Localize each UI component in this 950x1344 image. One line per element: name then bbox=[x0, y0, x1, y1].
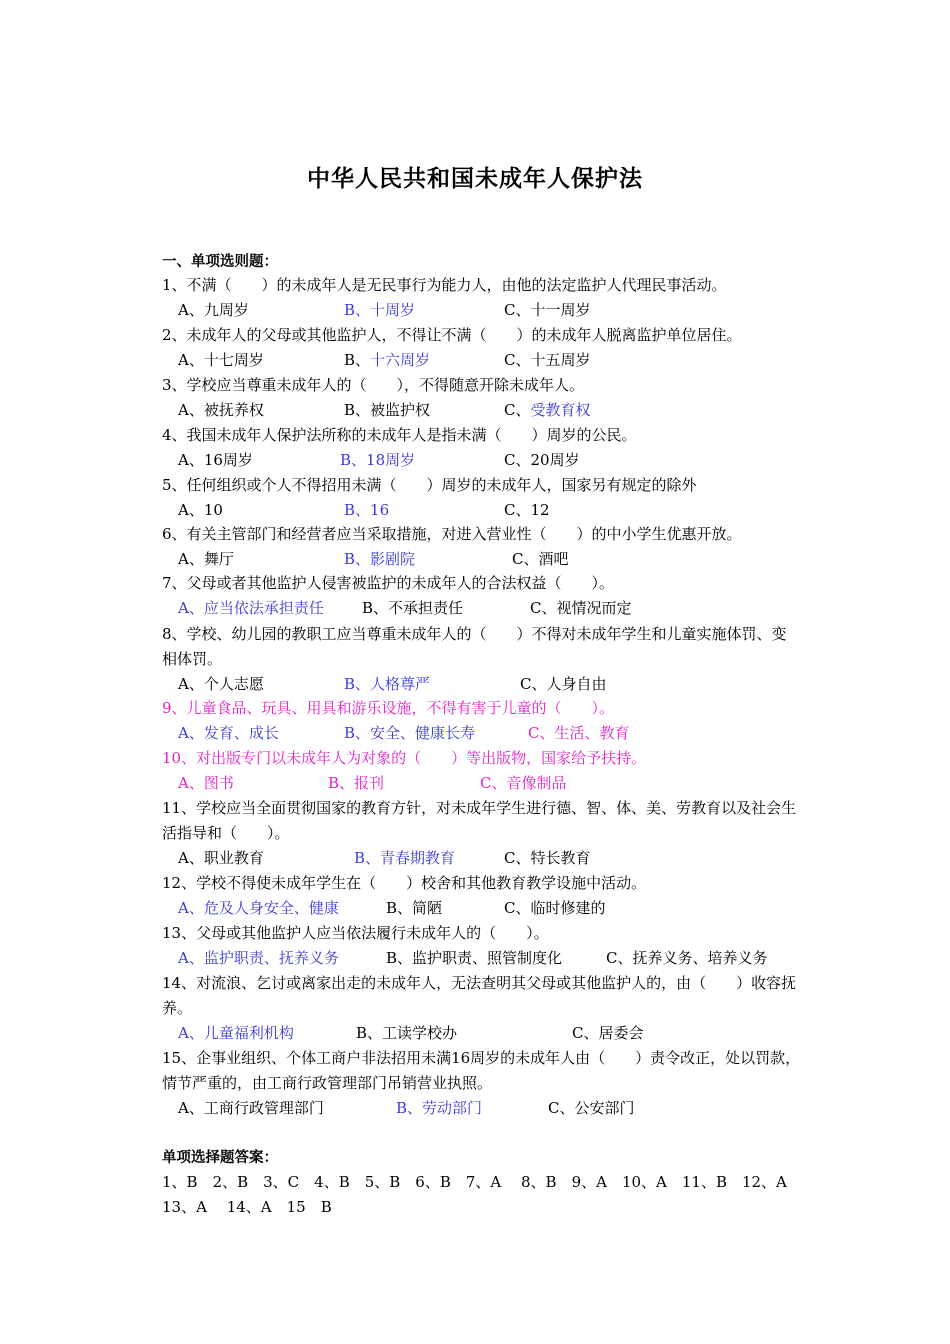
option-c: C、十一周岁 bbox=[504, 301, 591, 319]
question-11: 11、学校应当全面贯彻国家的教育方针，对未成年学生进行德、智、体、美、劳教育以及社会生 bbox=[162, 799, 797, 817]
option-b: B、青春期教育 bbox=[354, 849, 456, 867]
question-6: 6、有关主管部门和经营者应当采取措施，对进入营业性（ ）的中小学生优惠开放。 bbox=[162, 525, 742, 543]
question-11-cont: 活指导和（ ）。 bbox=[162, 824, 290, 842]
option-a: A、监护职责、抚养义务 bbox=[178, 949, 339, 967]
option-a: A、应当依法承担责任 bbox=[178, 599, 324, 617]
question-8-cont: 相体罚。 bbox=[162, 650, 223, 668]
option-c: C、生活、教育 bbox=[528, 724, 630, 742]
answers-line-2: 13、A 14、A 15 B bbox=[162, 1198, 332, 1216]
option-b: B、十周岁 bbox=[344, 301, 416, 319]
question-3: 3、学校应当尊重未成年人的（ ），不得随意开除未成年人。 bbox=[162, 376, 585, 394]
option-a: A、儿童福利机构 bbox=[178, 1024, 294, 1042]
option-a: A、危及人身安全、健康 bbox=[178, 899, 339, 917]
option-c: C、人身自由 bbox=[520, 675, 607, 693]
option-a: A、职业教育 bbox=[178, 849, 264, 867]
question-12: 12、学校不得使未成年学生在（ ）校舍和其他教育教学设施中活动。 bbox=[162, 874, 647, 892]
option-a: A、被抚养权 bbox=[178, 401, 264, 419]
option-b: B、被监护权 bbox=[344, 401, 431, 419]
option-c: C、临时修建的 bbox=[504, 899, 606, 917]
option-b: B、16 bbox=[344, 501, 390, 519]
option-b: B、报刊 bbox=[328, 774, 385, 792]
option-b: B、人格尊严 bbox=[344, 675, 431, 693]
question-14-cont: 养。 bbox=[162, 999, 193, 1017]
option-c: C、公安部门 bbox=[548, 1099, 635, 1117]
option-c: C、12 bbox=[504, 501, 550, 519]
option-b: B、工读学校办 bbox=[356, 1024, 458, 1042]
option-b: B、影剧院 bbox=[344, 550, 416, 568]
option-a: A、个人志愿 bbox=[178, 675, 264, 693]
option-c: C、抚养义务、培养义务 bbox=[606, 949, 768, 967]
option-b: B、不承担责任 bbox=[362, 599, 464, 617]
option-c: C、特长教育 bbox=[504, 849, 591, 867]
question-15-cont: 情节严重的，由工商行政管理部门吊销营业执照。 bbox=[162, 1074, 493, 1092]
question-7: 7、父母或者其他监护人侵害被监护的未成年人的合法权益（ ）。 bbox=[162, 574, 615, 592]
answers-heading: 单项选择题答案： bbox=[162, 1150, 278, 1166]
option-a: A、图书 bbox=[178, 774, 234, 792]
option-c: C、十五周岁 bbox=[504, 351, 591, 369]
option-a: A、九周岁 bbox=[178, 301, 249, 319]
option-b: B、18周岁 bbox=[340, 451, 416, 469]
section-heading: 一、单项选则题： bbox=[162, 254, 278, 270]
option-b: B、十六周岁 bbox=[344, 351, 431, 369]
question-15: 15、企事业组织、个体工商户非法招用未满16周岁的未成年人由（ ）责令改正，处以罚款， bbox=[162, 1049, 801, 1067]
option-b: B、简陋 bbox=[386, 899, 443, 917]
option-c: C、酒吧 bbox=[512, 550, 569, 568]
question-10: 10、对出版专门以未成年人为对象的（ ）等出版物，国家给予扶持。 bbox=[162, 749, 647, 767]
question-13: 13、父母或其他监护人应当依法履行未成年人的（ ）。 bbox=[162, 924, 549, 942]
option-b-answer: 十六周岁 bbox=[370, 351, 431, 369]
question-4: 4、我国未成年人保护法所称的未成年人是指未满（ ）周岁的公民。 bbox=[162, 426, 637, 444]
option-b: B、安全、健康长寿 bbox=[344, 724, 476, 742]
option-c: C、视情况而定 bbox=[530, 599, 632, 617]
option-a: A、十七周岁 bbox=[178, 351, 264, 369]
option-a: A、工商行政管理部门 bbox=[178, 1099, 324, 1117]
option-b: B、劳动部门 bbox=[396, 1099, 483, 1117]
option-c: C、受教育权 bbox=[504, 401, 591, 419]
option-c-answer: 受教育权 bbox=[530, 401, 591, 419]
option-a: A、舞厅 bbox=[178, 550, 234, 568]
document-title: 中华人民共和国未成年人保护法 bbox=[307, 166, 643, 192]
option-c: C、居委会 bbox=[572, 1024, 644, 1042]
question-1: 1、不满（ ）的未成年人是无民事行为能力人，由他的法定监护人代理民事活动。 bbox=[162, 276, 727, 294]
option-c: C、音像制品 bbox=[480, 774, 567, 792]
question-9: 9、儿童食品、玩具、用具和游乐设施，不得有害于儿童的（ ）。 bbox=[162, 699, 615, 717]
option-c: C、20周岁 bbox=[504, 451, 580, 469]
question-5: 5、任何组织或个人不得招用未满（ ）周岁的未成年人，国家另有规定的除外 bbox=[162, 476, 697, 494]
option-a: A、16周岁 bbox=[178, 451, 253, 469]
question-8: 8、学校、幼儿园的教职工应当尊重未成年人的（ ）不得对未成年学生和儿童实施体罚、变 bbox=[162, 625, 787, 643]
question-2: 2、未成年人的父母或其他监护人，不得让不满（ ）的未成年人脱离监护单位居住。 bbox=[162, 326, 742, 344]
option-a: A、10 bbox=[178, 501, 223, 519]
answers-line-1: 1、B 2、B 3、C 4、B 5、B 6、B 7、A 8、B 9、A 10、A 11、B 12、A bbox=[162, 1173, 787, 1191]
question-14: 14、对流浪、乞讨或离家出走的未成年人，无法查明其父母或其他监护人的，由（ ）收容抚 bbox=[162, 974, 797, 992]
option-a: A、发育、成长 bbox=[178, 724, 279, 742]
option-b: B、监护职责、照管制度化 bbox=[386, 949, 563, 967]
